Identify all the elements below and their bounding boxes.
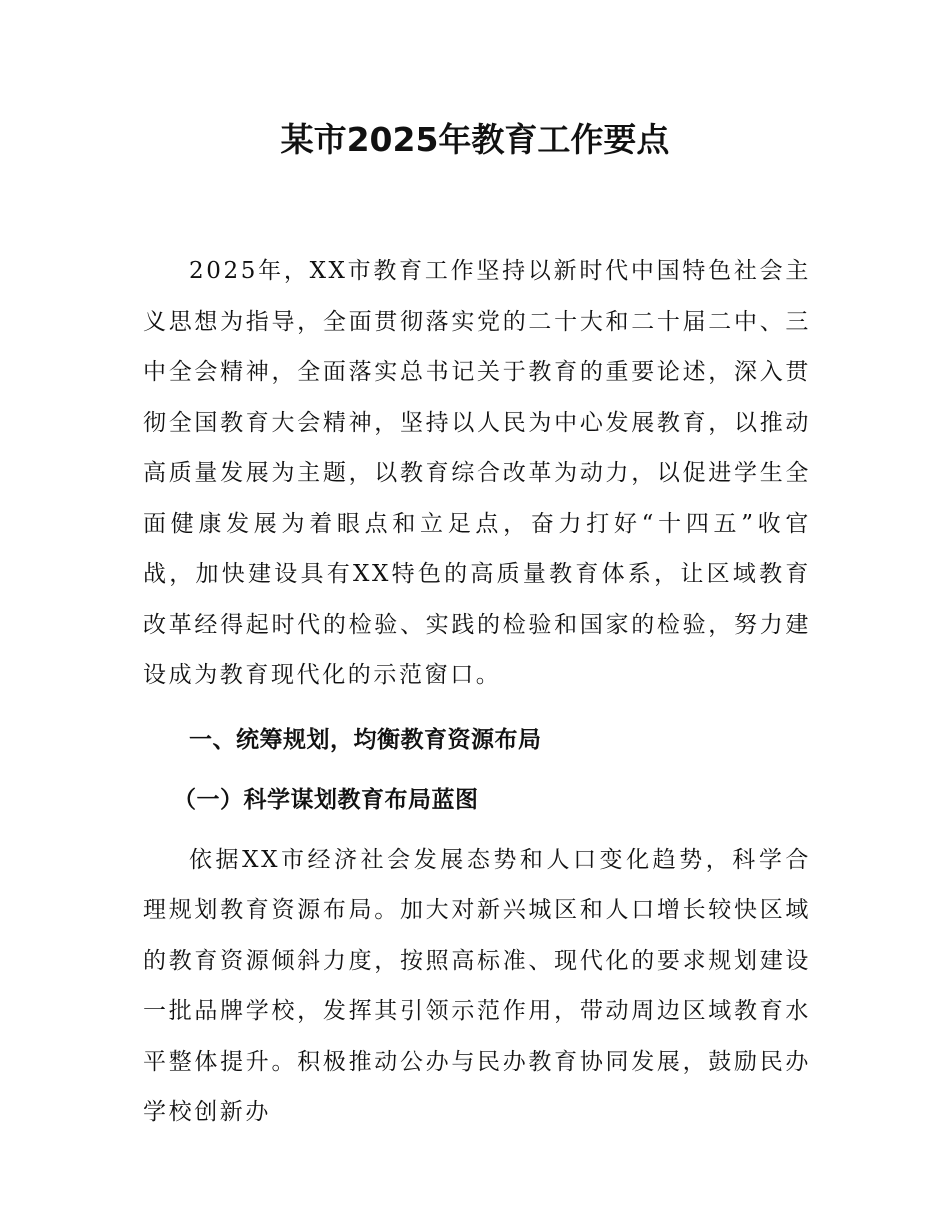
subsection-heading-1: （一）科学谋划教育布局蓝图 — [173, 786, 479, 813]
intro-paragraph: 2025年，XX市教育工作坚持以新时代中国特色社会主义思想为指导，全面贯彻落实党的二十大和二十届二中、三中全会精神，全面落实总书记关于教育的重要论述，深入贯彻全国教育大会精神，坚持以人民为中心发展教育，以推动高质量发展为主题，以教育综合改革为动力，以促进学生全面健康发展为着眼点和立足点，奋力打好“十四五”收官战，加快建设具有XX特色的高质量教育体系，让区域教育改革经得起时代的检验、实践的检验和国家的检验，努力建设成为教育现代化的示范窗口。 — [143, 258, 811, 688]
document-body — [143, 246, 811, 1138]
subsection-paragraph-1: 依据XX市经济社会发展态势和人口变化趋势，科学合理规划教育资源布局。加大对新兴城区和人口增长较快区域的教育资源倾斜力度，按照高标准、现代化的要求规划建设一批品牌学校，发挥其引领示范作用，带动周边区域教育水平整体提升。积极推动公办与民办教育协同发展，鼓励民办学校创新办 — [143, 846, 811, 1125]
section-heading-1: 一、统筹规划，均衡教育资源布局 — [189, 726, 542, 753]
document-title: 某市2025年教育工作要点 — [280, 120, 670, 159]
